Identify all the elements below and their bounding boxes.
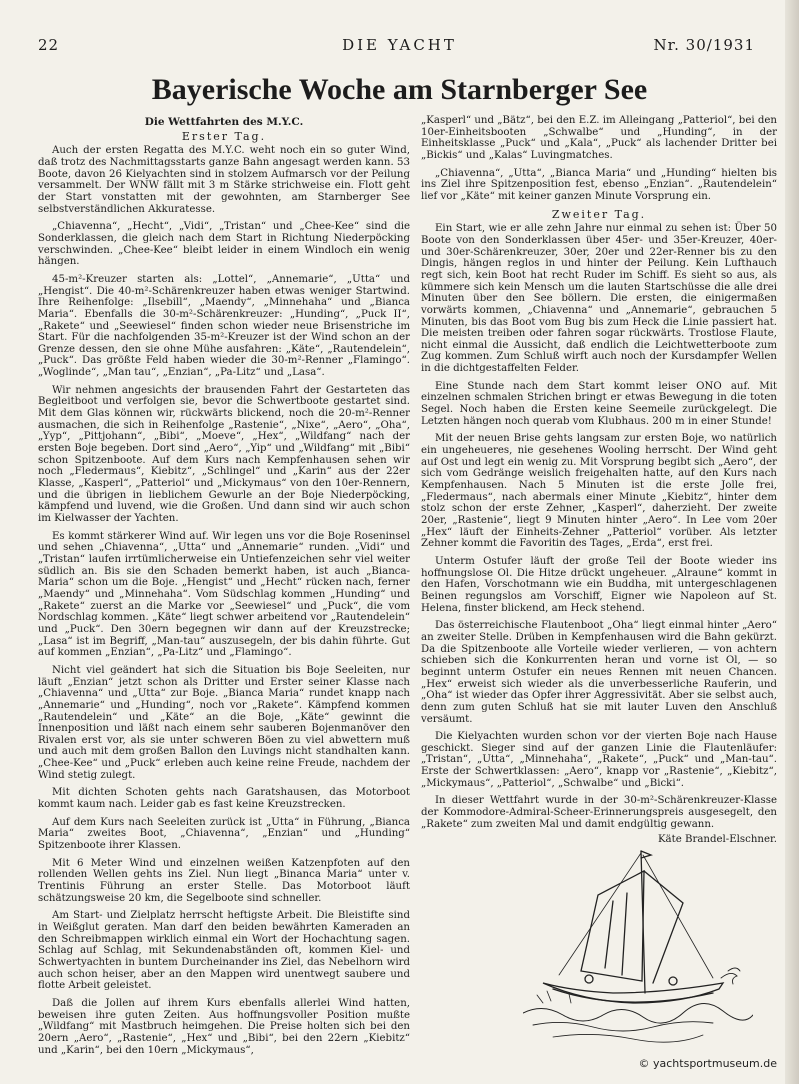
paragraph: Es kommt stärkerer Wind auf. Wir legen uns vor die Boje Roseninsel und sehen „Chiavenna“, „Utta“ und „Annemarie“ runden. „Vidi“ und „Tristan“ laufen irrtümlicherweise ein Untiefenzeichen sehr viel weiter südlich an. Bis sie den Schaden bemerkt haben, ist auch „Bianca-Maria“ schon um die Boje. „Hengist“ und „Hecht“ rücken nach, ferner „Maendy“ und „Minnehaha“. Vom Südschlag kommen „Hunding“ und „Rakete“ zuerst an die Marke vor „Seewiesel“ und „Puck“, die vom Nordschlag kommen. „Käte“ liegt schwer arbeitend vor „Rautendelein“ und „Puck“. Den 30ern begegnen wir dann auf der Kreuzstrecke; „Lasa“ ist im Begriff, „Man-tau“ auszusegeln, der bis dahin führte. Gut auf kommen „Enzian“, „Pa-Litz“ und „Flamingo“. (38, 530, 410, 659)
page-edge (785, 0, 799, 1084)
sailboat-illustration (523, 843, 753, 1053)
paragraph: Auf dem Kurs nach Seeleiten zurück ist „Utta“ in Führung, „Bianca Maria“ zweites Boot, „Chiavenna“, „Enzian“ und „Hunding“ Spitzenboote ihrer Klassen. (38, 816, 410, 852)
author-signature: Käte Brandel-Elschner. (657, 834, 777, 846)
paragraph: Die Kielyachten wurden schon vor der vierten Boje nach Hause geschickt. Sieger sind auf der ganzen Linie die Flautenläufer: „Tristan“, „Utta“, „Minnehaha“, „Rakete“, „Puck“ und „Man-tau“. Erste der Schwertklassen: „Aero“, knapp vor „Rastenie“, „Kiebitz“, „Mickymaus“, „Patteriol“, „Schwalbe“ und „Bicki“. (421, 731, 777, 789)
paragraph: Unterm Ostufer läuft der große Teil der Boote wieder ins hoffnungslose Ol. Die Hitze drückt ungeheuer. „Alraune“ kommt in den Hafen, Vorschotmann wie ein Buddha, mit untergeschlagenen Beinen regungslos am Vorschiff, Eigner wie Napoleon auf St. Helena, finster blickend, am Heck stehend. (421, 555, 777, 614)
magazine-name: DIE YACHT (342, 36, 457, 54)
paragraph: Mit dichten Schoten gehts nach Garatshausen, das Motorboot kommt kaum nach. Leider gab es fast keine Kreuzstrecken. (38, 787, 410, 811)
paragraph-continued: „Kasperl“ und „Bätz“, bei den E.Z. im Alleingang „Patteriol“, bei den 10er-Einheitsbooten „Schwalbe“ und „Hunding“, in der Einheitsklasse „Puck“ und „Kala“, „Puck“ als lachender Dritter bei „Bickis“ und „Kalas“ Luvingmatches. (421, 115, 777, 161)
water-lines (523, 1003, 753, 1023)
right-column (421, 115, 777, 846)
paragraph: Am Start- und Zielplatz herrscht heftigste Arbeit. Die Bleistifte sind in Weißglut geraten. Man darf den beiden bewährten Kameraden an den Schreibmappen wirklich einmal ein Wort der Hochachtung sagen. Schlag auf Schlag, mit Sekundenabständen oft, kommen Kiel- und Schwertyachten in buntem Durcheinander ins Ziel, das Nebelhorn wird auch schon heiser, aber an den Mappen wird unentwegt saubere und flotte Arbeit geleistet. (38, 910, 410, 992)
mainsail (581, 871, 644, 981)
paragraph: Daß die Jollen auf ihrem Kurs ebenfalls allerlei Wind hatten, beweisen ihre guten Zeiten. Aus hoffnungsvoller Position mußte „Wildfang“ mit Mastbruch heimgehen. Die Preise holten sich bei den 20ern „Aero“, „Rastenie“, „Hex“ und „Bibi“, bei den 22ern „Kiebitz“ und „Karin“, bei den 10ern „Mickymaus“, (38, 997, 410, 1056)
paragraph: Eine Stunde nach dem Start kommt leiser ONO auf. Mit einzelnen schmalen Strichen bringt er etwas Bewegung in die toten Segel. Noch haben die Ersten keine Seemeile zurückgelegt. Die Letzten hängen noch querab vom Klubhaus. 200 m in einer Stunde! (421, 380, 777, 427)
section-subhead: Die Wettfahrten des M.Y.C. (144, 116, 304, 128)
issue-number: Nr. 30/1931 (653, 36, 755, 54)
paragraph: Auch der ersten Regatta des M.Y.C. weht noch ein so guter Wind, daß trotz des Nachmittagsstarts ganze Bahn angesagt werden kann. 53 Boote, davon 26 Kielyachten sind in stolzem Aufmarsch vor der Peilung versammelt. Der WNW fällt mit 3 m Stärke strichweise ein. Flott geht der Start vonstatten mit der gewohnten, am Starnberger See selbstverständlichen Akkuratesse. (38, 145, 410, 215)
paragraph: Nicht viel geändert hat sich die Situation bis Boje Seeleiten, nur läuft „Enzian“ jetzt schon als Dritter und Erster seiner Klasse nach „Chiavenna“ und „Utta“ zur Boje. „Bianca Maria“ rundet knapp nach „Annemarie“ und „Hunding“, noch vor „Rakete“. Kämpfend kommen „Rautendelein“ und „Käte“ an die Boje, „Käte“ gewinnt die Innenposition und läßt nach einem sehr sauberen Bojenmanöver den Rivalen erst vor, als sie unter schweren Böen zu viel abwettern muß und auch mit dem großen Ballon den Luvings nicht standhalten kann. „Chee-Kee“ und „Puck“ erleben auch keine reine Freude, nachdem der Wind stetig zulegt. (38, 664, 410, 781)
day-heading-second: Zweiter Tag. (551, 207, 647, 221)
paragraph: 45-m²-Kreuzer starten als: „Lottel“, „Annemarie“, „Utta“ und „Hengist“. Die 40-m²-Schärenkreuzer haben etwas weniger Startwind. Ihre Reihenfolge: „Ilsebill“, „Maendy“, „Minnehaha“ und „Bianca Maria“. Ebenfalls die 30-m²-Schärenkreuzer: „Hunding“, „Puck II“, „Rakete“ und „Seewiesel“ finden schon wieder neue Brisenstriche im Start. Für die nachfolgenden 35-m²-Kreuzer ist der Wind schon an der Grenze dessen, den sie ohne Mühe ausfahren: „Käte“, „Rautendelein“, „Puck“. Das größte Feld haben wieder die 30-m²-Renner „Flamingo“. „Woglinde“, „Man tau“, „Enzian“, „Pa-Litz“ und „Lasa“. (38, 273, 410, 379)
article-title: Bayerische Woche am Starnberger See (151, 73, 648, 106)
paragraph: „Chiavenna“, „Hecht“, „Vidi“, „Tristan“ und „Chee-Kee“ sind die Sonderklassen, die gleich nach dem Start in Richtung Niederpöcking verschwinden. „Chee-Kee“ bleibt leider in einem Windloch ein wenig hängen. (38, 221, 410, 268)
paragraph: Mit 6 Meter Wind und einzelnen weißen Katzenpfoten auf den rollenden Wellen gehts ins Ziel. Nun liegt „Binanca Maria“ unter v. Trentinis Führung an erster Stelle. Das Motorboot läuft schätzungsweise 20 km, die Segelboote sind schneller. (38, 857, 410, 904)
paragraph: Mit der neuen Brise gehts langsam zur ersten Boje, wo natürlich ein ungeheueres, nie gesehenes Wooling herrscht. Der Wind geht auf Ost und legt ein wenig zu. Mit Vorsprung begibt sich „Aero“, der sich vom Gedränge weislich freigehalten hatte, auf den Kurs nach Kempfenhausen. Nach 5 Minuten ist die erste Jolle frei, „Fledermaus“, nach abermals einer Minute „Kiebitz“, hinter dem stolz schon der erste Zehner, „Kasperl“, daherzieht. Der zweite 20er, „Rastenie“, liegt 9 Minuten hinter „Aero“. In Lee vom 20er „Hex“ läuft der Einheits-Zehner „Patteriol“ vorüber. Als letzter Zehner kommt die Favoritin des Tages, „Erda“, erst frei. (421, 433, 777, 550)
paragraph: Das österreichische Flautenboot „Oha“ liegt einmal hinter „Aero“ an zweiter Stelle. Drüben in Kempfenhausen wird die Bahn gekürzt. Da die Spitzenboote alle Vorteile wieder verlieren, — von achtern schieben sich die Konkurrenten heran und vorne ist Ol, — so beginnt unterm Ostufer ein neues Rennen mit neuen Chancen. „Hex“ erweist sich wieder als die unverbesserliche Rauferin, und „Oha“ ist wieder das Opfer ihrer Aggressivität. Aber sie selbst auch, denn zum guten Schluß hat sie mit lauter Luven den Anschluß versäumt. (421, 620, 777, 725)
paragraph: „Chiavenna“, „Utta“, „Bianca Maria“ und „Hunding“ hielten bis ins Ziel ihre Spitzenposition fest, ebenso „Enzian“. „Rautendelein“ lief vor „Käte“ mit keiner ganzen Minute Vorsprung ein. (421, 167, 777, 202)
watermark: © yachtsportmuseum.de (638, 1057, 777, 1070)
day-heading-first: Erster Tag. (181, 129, 267, 143)
left-column (38, 117, 410, 1062)
paragraph: In dieser Wettfahrt wurde in der 30-m²-Schärenkreuzer-Klasse der Kommodore-Admiral-Scheer-Erinnerungspreis ausgesegelt, den „Rakete“ zum zweiten Mal und damit endgültig gewann. (421, 795, 777, 830)
paragraph: Ein Start, wie er alle zehn Jahre nur einmal zu sehen ist: Über 50 Boote von den Sonderklassen über 45er- und 35er-Kreuzer, 40er- und 30er-Schärenkreuzer, 30er, 20er und 22er-Renner bis zu den Dingis, hängen reglos in und hinter der Peilung. Kein Lufthauch regt sich, kein Boot hat recht Ruder im Schiff. Es sieht so aus, als kümmere sich kein Mensch um die lauten Startschüsse die alle drei Minuten über den See böllern. Die ersten, die einigermaßen vorwärts kommen, „Chiavenna“ und „Annemarie“, gebrauchen 5 Minuten, bis das Boot vom Bug bis zum Heck die Linie passiert hat. Die meisten treiben oder fahren sogar rückwärts. Trostlose Flaute, nicht einmal die Aussicht, daß endlich die Leichtwetterboote zum Zug kommen. Zum Schluß wirft auch noch der Kursdampfer Wellen in die dichtgestaffelten Felder. (421, 223, 777, 375)
paragraph: Wir nehmen angesichts der brausenden Fahrt der Gestarteten das Begleitboot und verfolgen sie, bevor die Schwertboote gestartet sind. Mit dem Glas können wir, rückwärts blickend, noch die 20-m²-Renner ausmachen, die sich in Reihenfolge „Rastenie“, „Nixe“, „Aero“, „Oha“, „Yyp“, „Pittjohann“, „Bibi“, „Moeve“, „Hex“, „Wildfang“ nach der ersten Boje begeben. Dort sind „Aero“, „Yip“ und „Wildfang“ mit „Bibi“ schon Spitzenboote. Auf dem Kurs nach Kempfenhausen sehen wir noch „Fledermaus“, Kiebitz“, „Schlingel“ und „Karin“ aus der 22er Klasse, „Kasperl“, „Patteriol“ und „Mickymaus“ von den 10er-Rennern, und die übrigen in lieblichem Gewurle an der Boje Niederpöcking, kämpfend und luvend, wie die Großen. Und dann sind wir auch schon im Kielwasser der Yachten. (38, 384, 410, 524)
page-number: 22 (38, 36, 60, 54)
